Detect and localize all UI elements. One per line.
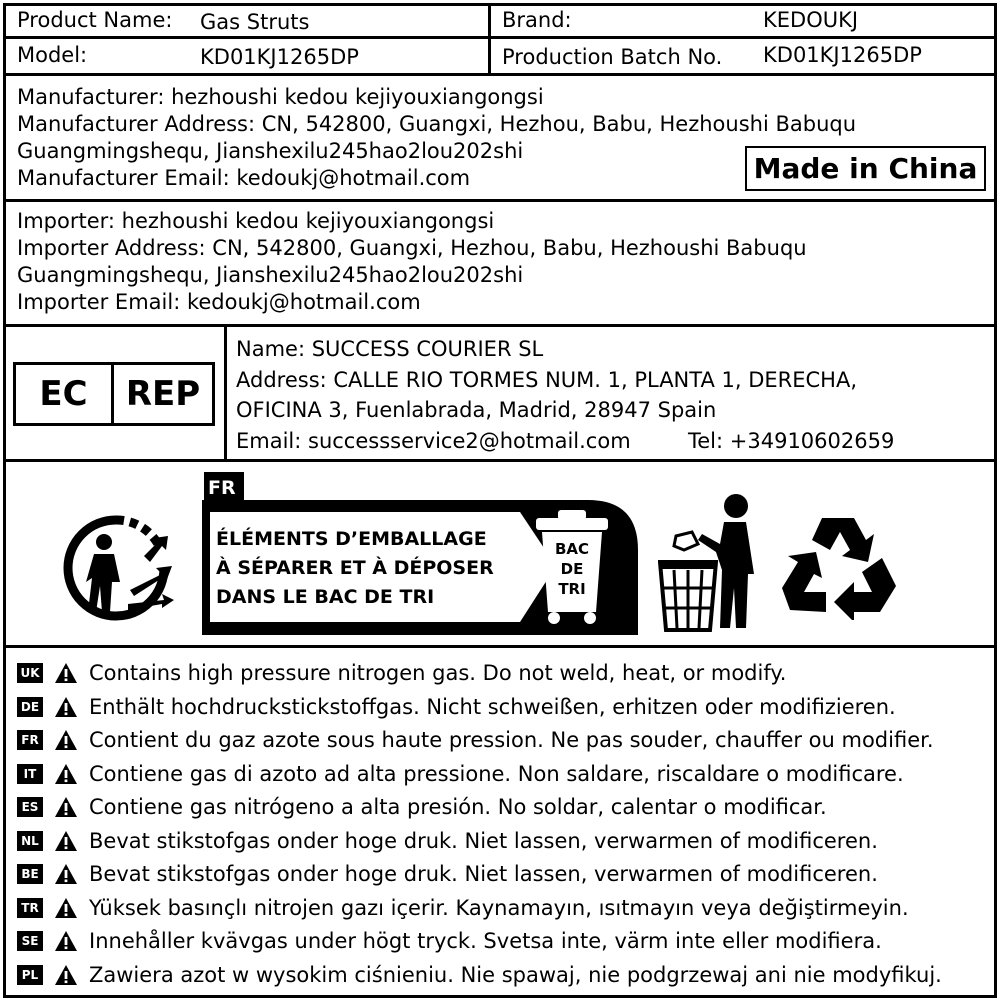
tidyman-icon xyxy=(658,492,770,632)
country-code-badge: IT xyxy=(17,764,43,784)
brand-label: Brand: xyxy=(502,8,572,32)
country-code-badge: BE xyxy=(17,864,43,884)
triman-text-line-2: À SÉPARER ET À DÉPOSER xyxy=(216,557,494,579)
warning-triangle-icon xyxy=(54,662,78,684)
divider xyxy=(488,3,491,76)
importer-name: Importer: hezhoushi kedou kejiyouxiangongsi xyxy=(17,209,495,233)
country-code-badge: SE xyxy=(17,931,43,951)
warning-row xyxy=(17,961,992,991)
importer-email: Importer Email: kedoukj@hotmail.com xyxy=(17,290,421,314)
warning-triangle-icon xyxy=(54,863,78,885)
product-name-value: Gas Struts xyxy=(200,10,310,34)
warning-triangle-icon xyxy=(54,796,78,818)
warning-triangle-icon xyxy=(54,729,78,751)
warning-text: Contains high pressure nitrogen gas. Do not weld, heat, or modify. xyxy=(89,661,787,685)
importer-address: Importer Address: CN, 542800, Guangxi, Hezhou, Babu, Hezhoushi Babuqu xyxy=(17,236,807,260)
manufacturer-address-2: Guangmingshequ, Jianshexilu245hao2lou202shi xyxy=(17,139,524,163)
bin-text-tri: TRI xyxy=(558,580,586,598)
triman-text-line-1: ÉLÉMENTS D’EMBALLAGE xyxy=(216,528,487,550)
divider xyxy=(3,645,997,648)
warning-triangle-icon xyxy=(54,930,78,952)
manufacturer-name: Manufacturer: hezhoushi kedou kejiyouxiangongsi xyxy=(17,85,544,109)
manufacturer-address: Manufacturer Address: CN, 542800, Guangxi, Hezhou, Babu, Hezhoushi Babuqu xyxy=(17,112,857,136)
recycle-icon xyxy=(782,512,896,620)
ec-rep-tel: Tel: +34910602659 xyxy=(688,429,895,453)
divider xyxy=(3,199,997,202)
warning-text: Contiene gas di azoto ad alta pressione. Non saldare, riscaldare o modificare. xyxy=(89,761,904,786)
batch-value: KD01KJ1265DP xyxy=(763,43,922,67)
bin-text-de: DE xyxy=(560,560,584,578)
tri-sorting-info-block xyxy=(198,472,643,637)
warning-row xyxy=(17,760,992,790)
importer-address-2: Guangmingshequ, Jianshexilu245hao2lou202shi xyxy=(17,263,524,287)
country-code-badge: NL xyxy=(17,831,43,851)
warning-triangle-icon xyxy=(54,763,78,785)
triman-icon xyxy=(58,512,176,624)
fr-tag: FR xyxy=(208,477,236,499)
warning-row xyxy=(17,827,992,857)
warning-row xyxy=(17,693,992,723)
ec-text: EC xyxy=(39,374,88,414)
manufacturer-email: Manufacturer Email: kedoukj@hotmail.com xyxy=(17,166,471,190)
ec-rep-email: Email: successservice2@hotmail.com xyxy=(236,429,631,453)
divider xyxy=(224,324,227,462)
bin-text-bac: BAC xyxy=(554,540,590,558)
triman-text-line-3: DANS LE BAC DE TRI xyxy=(216,586,435,608)
rep-text: REP xyxy=(125,374,201,414)
model-label: Model: xyxy=(17,43,88,67)
model-value: KD01KJ1265DP xyxy=(200,45,359,69)
ec-rep-symbol xyxy=(13,362,215,426)
country-code-badge: TR xyxy=(17,898,43,918)
warning-triangle-icon xyxy=(54,830,78,852)
warning-text: Bevat stikstofgas onder hoge druk. Niet lassen, verwarmen of modificeren. xyxy=(89,862,878,886)
divider xyxy=(3,73,997,76)
warning-triangle-icon xyxy=(54,897,78,919)
warning-text: Innehåller kvävgas under högt tryck. Svetsa inte, värm inte eller modifiera. xyxy=(89,929,882,953)
warning-triangle-icon xyxy=(54,964,78,986)
warning-row xyxy=(17,860,992,890)
warning-triangle-icon xyxy=(54,696,78,718)
warning-row xyxy=(17,793,992,823)
country-code-badge: PL xyxy=(17,965,43,985)
warning-text: Contient du gaz azote sous haute pression. Ne pas souder, chauffer ou modifier. xyxy=(89,728,934,752)
warning-row xyxy=(17,927,992,957)
brand-value: KEDOUKJ xyxy=(763,8,859,32)
warning-text: Enthält hochdruckstickstoffgas. Nicht schweißen, erhitzen oder modifizieren. xyxy=(89,694,896,719)
ec-rep-name: Name: SUCCESS COURIER SL xyxy=(236,337,544,361)
made-in-china-badge: Made in China xyxy=(745,146,986,191)
divider xyxy=(3,459,997,462)
warning-text: Zawiera azot w wysokim ciśnieniu. Nie spawaj, nie podgrzewaj ani nie modyfikuj. xyxy=(89,962,942,987)
country-code-badge: DE xyxy=(17,697,43,717)
warning-text: Yüksek basınçlı nitrojen gazı içerir. Kaynamayın, ısıtmayın veya değiştirmeyin. xyxy=(89,895,909,920)
batch-label: Production Batch No. xyxy=(502,45,723,69)
country-code-badge: FR xyxy=(17,730,43,750)
warning-row xyxy=(17,894,992,924)
warning-row xyxy=(17,726,992,756)
country-code-badge: UK xyxy=(17,663,43,683)
warning-text: Bevat stikstofgas onder hoge druk. Niet lassen, verwarmen of modificeren. xyxy=(89,828,878,853)
country-code-badge: ES xyxy=(17,797,43,817)
product-name-label: Product Name: xyxy=(17,8,173,32)
warning-row xyxy=(17,659,992,689)
warning-text: Contiene gas nitrógeno a alta presión. No soldar, calentar o modificar. xyxy=(89,795,827,819)
divider xyxy=(3,324,997,327)
ec-rep-address-2: OFICINA 3, Fuenlabrada, Madrid, 28947 Spain xyxy=(236,398,717,422)
ec-rep-address: Address: CALLE RIO TORMES NUM. 1, PLANTA 1, DERECHA, xyxy=(236,368,858,392)
divider xyxy=(3,36,997,39)
